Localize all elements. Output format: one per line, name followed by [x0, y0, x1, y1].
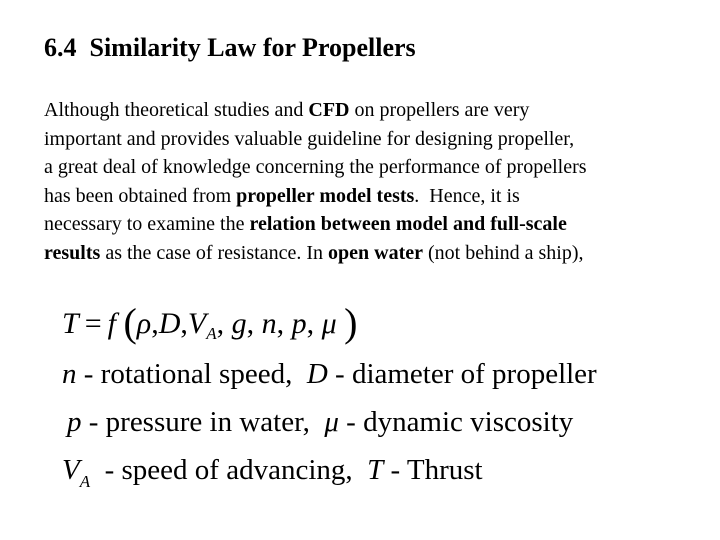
thrust-equation: T = f ($\rho,D,V_A$, g, n, p, μ ): [62, 300, 358, 345]
eq-close-paren: ): [344, 300, 358, 345]
paragraph-line: [44, 125, 694, 154]
eq-arg-rho: ρ: [136, 307, 152, 340]
def-symbol: D: [306, 358, 328, 390]
text-run: . Hence, it is: [414, 184, 520, 207]
eq-equals: =: [84, 307, 102, 340]
bold-phrase: relation between model and full-scale: [249, 213, 567, 235]
eq-lhs: T: [62, 307, 79, 340]
def-symbol: p: [67, 406, 82, 438]
eq-arg-g: g: [231, 307, 247, 340]
def-subscript: A: [79, 472, 91, 491]
eq-open-paren: (: [123, 300, 137, 345]
def-symbol: n: [62, 358, 77, 390]
definition-line: [62, 408, 682, 456]
def-text: - rotational speed,: [76, 358, 307, 390]
definition-line: [62, 456, 682, 504]
eq-arg-mu: μ: [321, 307, 337, 340]
body-paragraph: [44, 96, 694, 267]
bold-phrase: CFD: [308, 99, 350, 121]
formula-block: [62, 300, 682, 504]
text-run: on propellers are very: [349, 99, 530, 121]
paragraph-line: [44, 239, 694, 268]
paragraph-line: [44, 153, 694, 182]
bold-phrase: results: [44, 241, 101, 264]
text-run: necessary to examine the: [44, 213, 250, 235]
def-text: - pressure in water,: [81, 406, 325, 438]
eq-arg-n: n: [261, 307, 277, 340]
definition-line: [62, 360, 682, 408]
eq-func: f: [107, 307, 116, 340]
def-symbol: μ: [324, 406, 339, 438]
def-text: - diameter of propeller: [327, 358, 597, 390]
eq-arg-d: D: [158, 307, 181, 340]
def-text: - Thrust: [383, 454, 483, 486]
text-run: as the case of resistance. In: [100, 241, 328, 264]
paragraph-line: [44, 182, 694, 211]
paragraph-line: [44, 210, 694, 239]
bold-phrase: open water: [328, 241, 423, 264]
text-run: important and provides valuable guideline for designing propeller,: [44, 127, 575, 150]
eq-arg-v-sub: A: [206, 324, 217, 343]
text-run: has been obtained from: [44, 184, 237, 207]
text-run: a great deal of knowledge concerning the performance of propellers: [44, 156, 587, 178]
def-text: - dynamic viscosity: [338, 406, 574, 438]
text-run: (not behind a ship),: [422, 241, 584, 264]
eq-arg-p: p: [291, 307, 307, 340]
paragraph-line: [44, 96, 694, 125]
def-text: - speed of advancing,: [90, 454, 368, 486]
bold-phrase: propeller model tests: [236, 184, 415, 207]
def-symbol: T: [367, 454, 384, 486]
text-run: Although theoretical studies and: [44, 99, 309, 121]
def-symbol: V: [62, 454, 80, 486]
slide-title: 6.4 Similarity Law for Propellers: [44, 33, 416, 62]
eq-arg-v: V: [187, 307, 207, 340]
